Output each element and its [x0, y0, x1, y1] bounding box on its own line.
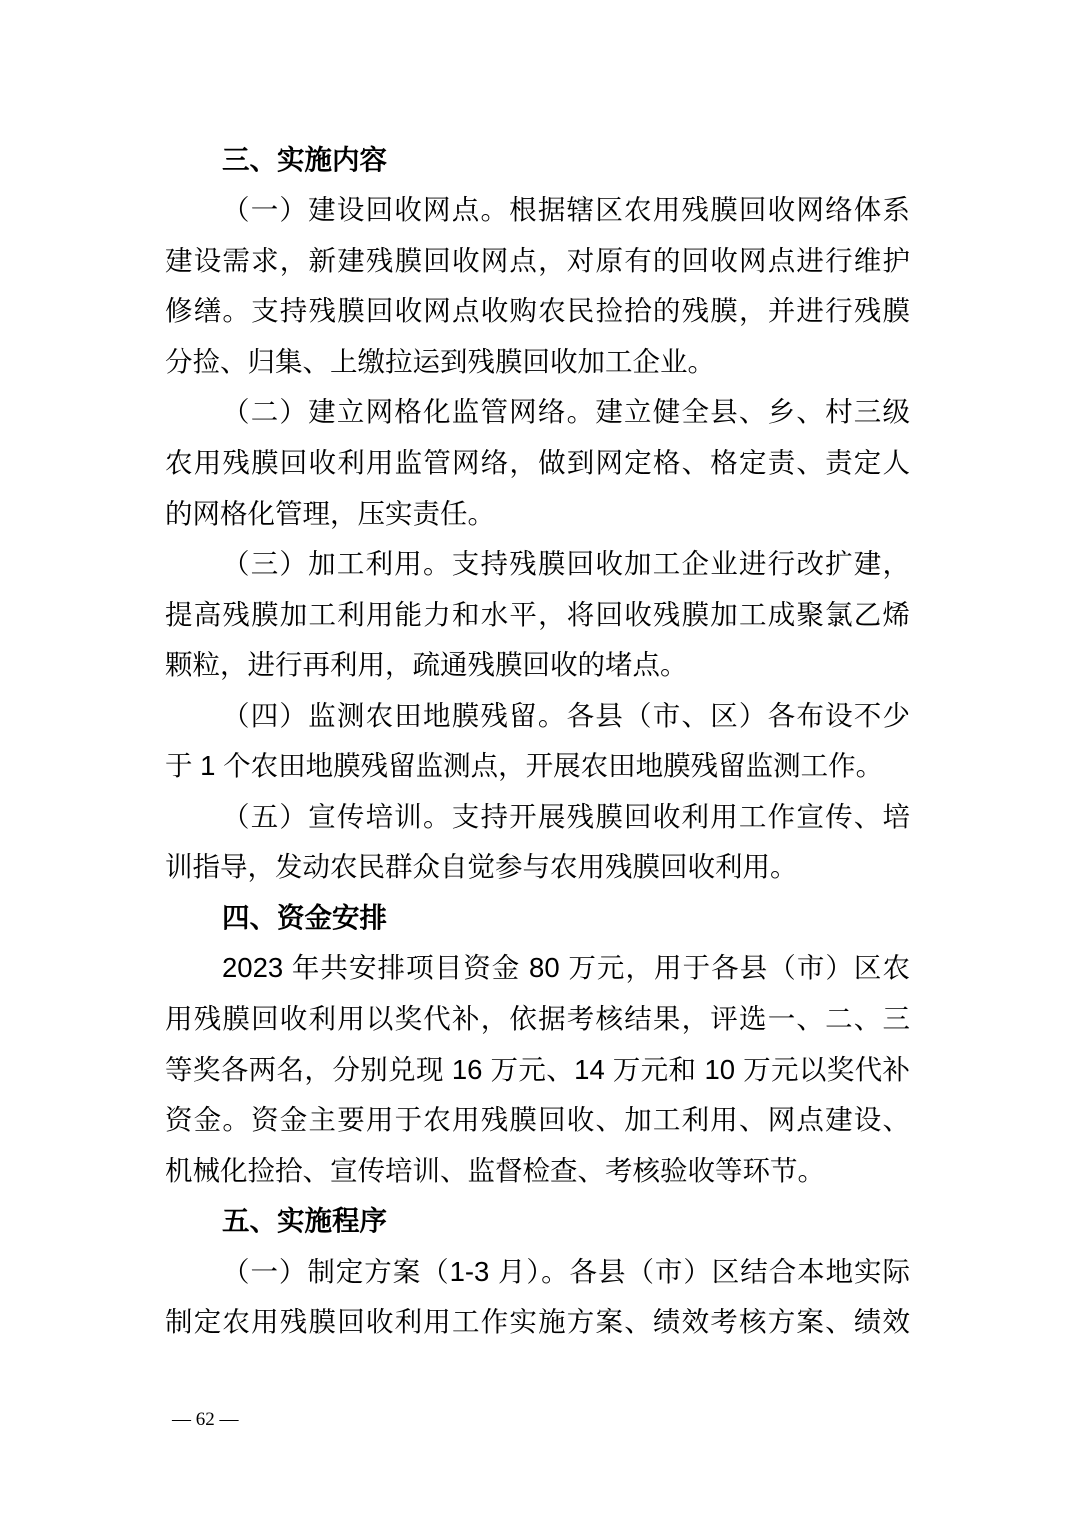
paragraph-line: 2023 年共安排项目资金 80 万元，用于各县（市）区农 [222, 952, 910, 984]
section-funding-arrangement [165, 893, 910, 1196]
section-heading: 四、资金安排 [222, 901, 387, 933]
paragraph-line: 机械化捡拾、宣传培训、监督检查、考核验收等环节。 [165, 1154, 825, 1186]
paragraph-line: （二）建立网格化监管网络。建立健全县、乡、村三级 [222, 396, 910, 428]
paragraph-line: （五）宣传培训。支持开展残膜回收利用工作宣传、培 [222, 800, 910, 832]
paragraph-line: 用残膜回收利用以奖代补，依据考核结果，评选一、二、三 [165, 1002, 910, 1034]
section-heading: 五、实施程序 [222, 1205, 387, 1237]
section-implementation-procedure [165, 1196, 910, 1348]
paragraph-line: 等奖各两名，分别兑现 16 万元、14 万元和 10 万元以奖代补 [165, 1053, 910, 1085]
paragraph-line: 资金。资金主要用于农用残膜回收、加工利用、网点建设、 [165, 1104, 910, 1136]
paragraph-line: 提高残膜加工利用能力和水平，将回收残膜加工成聚氯乙烯 [165, 598, 910, 630]
paragraph-line: （一）建设回收网点。根据辖区农用残膜回收网络体系 [222, 194, 910, 226]
paragraph-line: 训指导，发动农民群众自觉参与农用残膜回收利用。 [165, 851, 798, 883]
paragraph-line: 颗粒，进行再利用，疏通残膜回收的堵点。 [165, 649, 688, 681]
paragraph-line: 农用残膜回收利用监管网络，做到网定格、格定责、责定人 [165, 446, 910, 478]
paragraph-line: 修缮。支持残膜回收网点收购农民捡拾的残膜，并进行残膜 [165, 295, 910, 327]
paragraph [165, 1247, 910, 1348]
section-heading: 三、实施内容 [222, 143, 387, 175]
paragraph [165, 691, 910, 792]
paragraph-line: 建设需求，新建残膜回收网点，对原有的回收网点进行维护 [165, 244, 910, 276]
paragraph [165, 792, 910, 893]
document-page [165, 135, 910, 1348]
paragraph-line: （三）加工利用。支持残膜回收加工企业进行改扩建， [222, 548, 910, 580]
page-number: — 62 — [172, 1409, 239, 1430]
paragraph-line: 分捡、归集、上缴拉运到残膜回收加工企业。 [165, 345, 715, 377]
paragraph-line: （一）制定方案（1-3 月）。各县（市）区结合本地实际 [222, 1255, 910, 1287]
paragraph-line: 制定农用残膜回收利用工作实施方案、绩效考核方案、绩效 [165, 1306, 910, 1338]
paragraph [165, 539, 910, 691]
paragraph-line: 于 1 个农田地膜残留监测点，开展农田地膜残留监测工作。 [165, 750, 884, 782]
paragraph-line: （四）监测农田地膜残留。各县（市、区）各布设不少 [222, 699, 910, 731]
paragraph [165, 185, 910, 387]
paragraph-line: 的网格化管理，压实责任。 [165, 497, 495, 529]
paragraph [165, 387, 910, 539]
paragraph [165, 943, 910, 1196]
section-implementation-content [165, 135, 910, 893]
